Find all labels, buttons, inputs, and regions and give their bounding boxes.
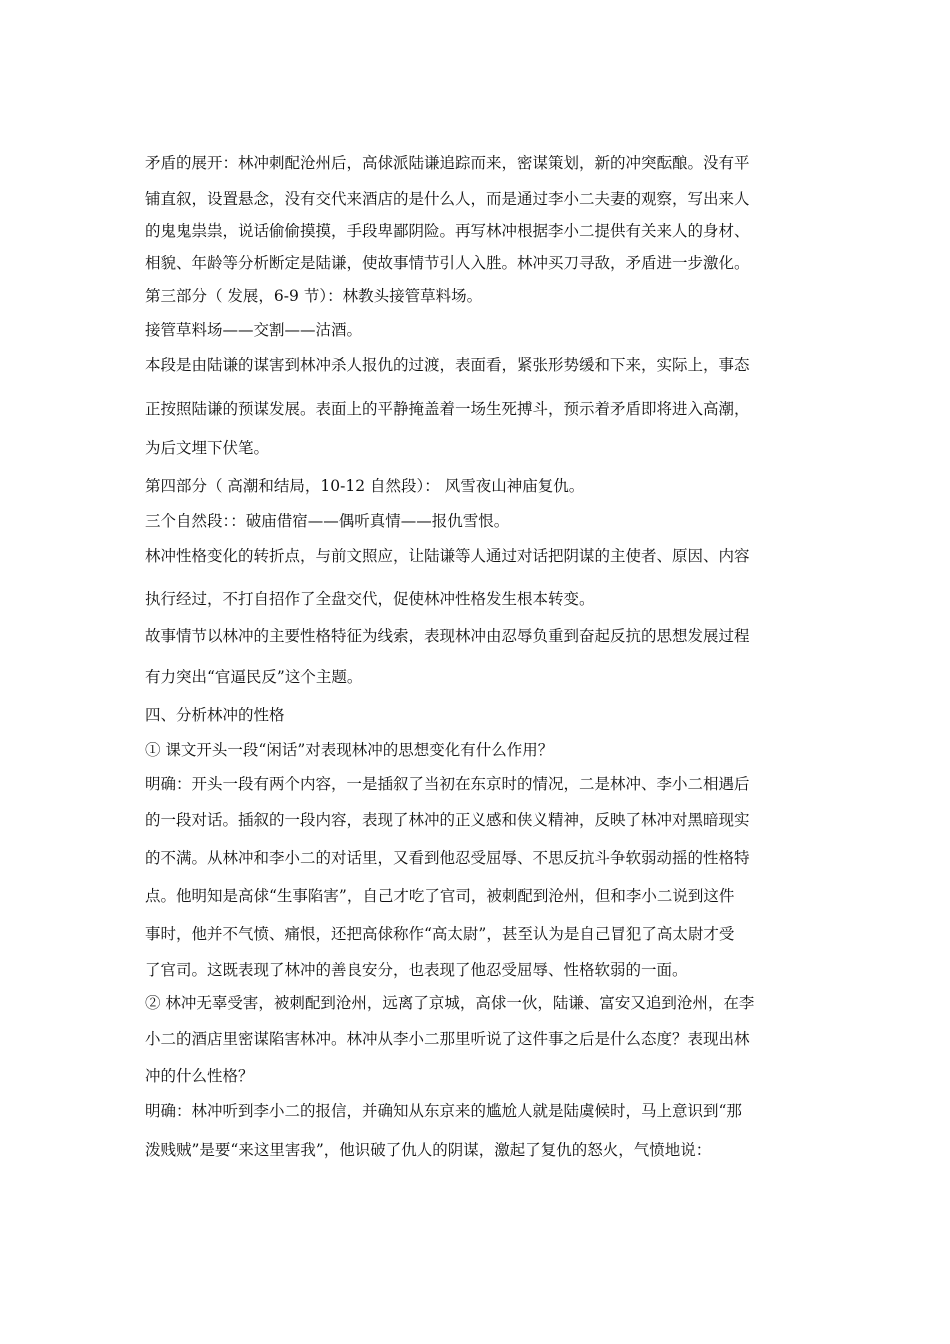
paragraph-line: 执行经过，不打自招作了全盘交代，促使林冲性格发生根本转变。 [145, 590, 595, 608]
paragraph-line: 矛盾的展开：林冲刺配沧州后，高俅派陆谦追踪而来，密谋策划，新的冲突酝酿。没有平 [145, 154, 750, 172]
paragraph-line: 小二的酒店里密谋陷害林冲。林冲从李小二那里听说了这件事之后是什么态度？表现出林 [145, 1030, 750, 1048]
paragraph-line: 明确：林冲听到李小二的报信，并确知从东京来的尴尬人就是陆虞候时，马上意识到“那 [145, 1102, 742, 1120]
paragraph-line: 事时，他并不气愤、痛恨，还把高俅称作“高太尉”，甚至认为是自己冒犯了高太尉才受 [145, 925, 735, 943]
paragraph-line: 泼贱贼”是要“来这里害我”，他识破了仇人的阴谋，激起了复仇的怒火，气愤地说： [145, 1141, 712, 1159]
question-line: ① 课文开头一段“闲话”对表现林冲的思想变化有什么作用？ [145, 741, 554, 759]
paragraph-line: 的一段对话。插叙的一段内容，表现了林冲的正义感和侠义精神，反映了林冲对黑暗现实 [145, 811, 750, 829]
paragraph-line: 接管草料场——交割——沽酒。 [145, 321, 363, 339]
paragraph-line: 的不满。从林冲和李小二的对话里，又看到他忍受屈辱、不思反抗斗争软弱动摇的性格特 [145, 849, 750, 867]
paragraph-line: 本段是由陆谦的谋害到林冲杀人报仇的过渡，表面看，紧张形势缓和下来，实际上，事态 [145, 356, 750, 374]
paragraph-line: 三个自然段：：破庙借宿——偶听真情——报仇雪恨。 [145, 512, 510, 530]
paragraph-line: 为后文埋下伏笔。 [145, 439, 270, 457]
paragraph-line: 有力突出“官逼民反”这个主题。 [145, 668, 363, 686]
paragraph-line: 点。他明知是高俅“生事陷害”，自己才吃了官司，被刺配到沧州，但和李小二说到这件 [145, 887, 735, 905]
paragraph-line: 冲的什么性格？ [145, 1067, 254, 1085]
paragraph-line: 的鬼鬼祟祟，说话偷偷摸摸，手段卑鄙阴险。再写林冲根据李小二提供有关来人的身材、 [145, 222, 750, 240]
paragraph-line: 故事情节以林冲的主要性格特征为线索，表现林冲由忍辱负重到奋起反抗的思想发展过程 [145, 627, 750, 645]
paragraph-line: 明确：开头一段有两个内容，一是插叙了当初在东京时的情况，二是林冲、李小二相遇后 [145, 775, 750, 793]
section-heading: 四、分析林冲的性格 [145, 706, 285, 724]
paragraph-line: 相貌、年龄等分析断定是陆谦，使故事情节引人入胜。林冲买刀寻敌，矛盾进一步激化。 [145, 254, 750, 272]
section-heading: 第四部分（ 高潮和结局，10-12 自然段）： 风雪夜山神庙复仇。 [145, 477, 585, 495]
paragraph-line: 林冲性格变化的转折点，与前文照应，让陆谦等人通过对话把阴谋的主使者、原因、内容 [145, 547, 750, 565]
paragraph-line: 正按照陆谦的预谋发展。表面上的平静掩盖着一场生死搏斗，预示着矛盾即将进入高潮， [145, 400, 750, 418]
paragraph-line: 了官司。这既表现了林冲的善良安分，也表现了他忍受屈辱、性格软弱的一面。 [145, 961, 688, 979]
paragraph-line: 铺直叙，设置悬念，没有交代来酒店的是什么人，而是通过李小二夫妻的观察，写出来人 [145, 190, 750, 208]
section-heading: 第三部分（ 发展，6-9 节）：林教头接管草料场。 [145, 287, 483, 305]
question-line: ② 林冲无辜受害，被刺配到沧州，远离了京城，高俅一伙，陆谦、富安又追到沧州，在李 [145, 994, 755, 1012]
